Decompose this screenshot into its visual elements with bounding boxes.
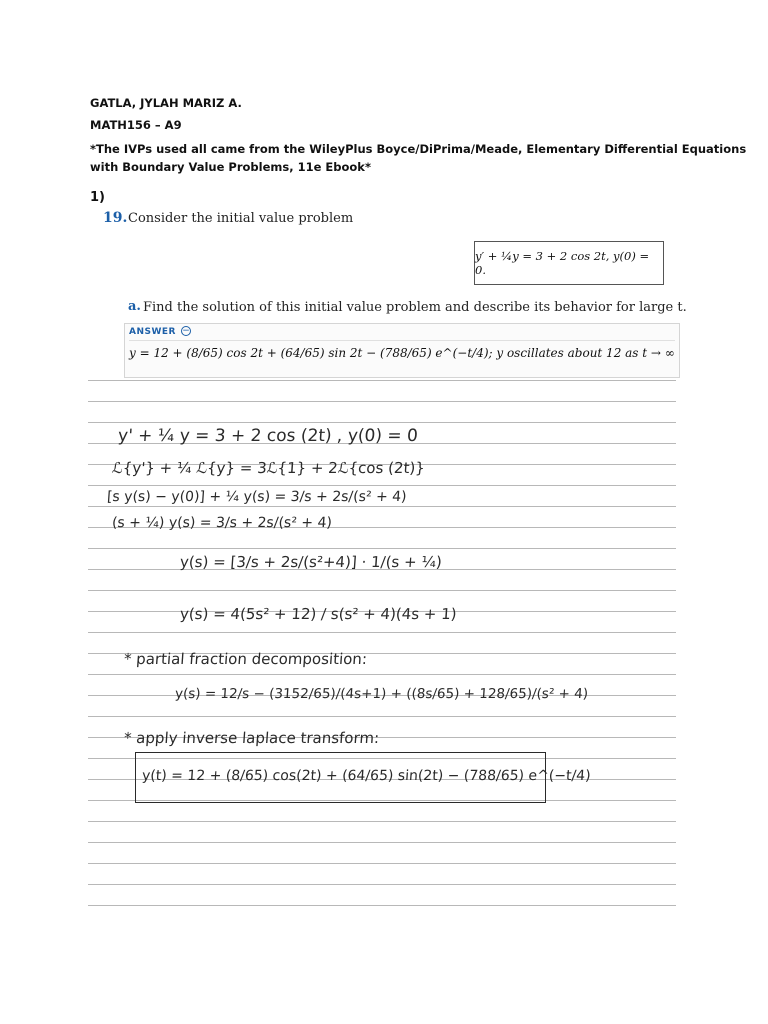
ruled-line: [88, 842, 676, 843]
source-note-line-1: *The IVPs used all came from the WileyPlus Boyce/DiPrima/Meade, Elementary Differential Equations: [90, 142, 747, 156]
ruled-line: [88, 506, 676, 507]
part-a-question: Find the solution of this initial value problem and describe its behavior for large t.: [143, 300, 687, 315]
ruled-line: [88, 632, 676, 633]
ruled-line: [88, 422, 676, 423]
part-a-label: a.: [128, 299, 141, 314]
ruled-line: [88, 590, 676, 591]
student-name: GATLA, JYLAH MARIZ A.: [90, 96, 242, 110]
ivp-equation-box: [474, 241, 664, 285]
work-line-transform: [s y(s) − y(0)] + ¼ y(s) = 3/s + 2s/(s² + 4): [106, 489, 408, 505]
work-line-partial-fraction: y(s) = 12/s − (3152/65)/(4s+1) + ((8s/65) + 128/65)/(s² + 4): [174, 686, 589, 702]
final-answer: y(t) = 12 + (8/65) cos(2t) + (64/65) sin(2t) − (788/65) e^(−t/4): [141, 768, 592, 784]
ruled-line: [88, 674, 676, 675]
ruled-line: [88, 863, 676, 864]
ruled-line: [88, 884, 676, 885]
ruled-line: [88, 821, 676, 822]
work-note-inverse-laplace: * apply inverse laplace transform:: [123, 729, 380, 747]
ruled-line: [88, 401, 676, 402]
answer-panel: [124, 323, 680, 378]
answer-divider: [129, 340, 675, 341]
ruled-line: [88, 380, 676, 381]
source-note-line-2: with Boundary Value Problems, 11e Ebook*: [90, 160, 371, 174]
work-line-isolate: y(s) = [3/s + 2s/(s²+4)] · 1/(s + ¼): [179, 553, 443, 571]
answer-header: ANSWER: [129, 327, 176, 337]
work-line-ivp: y' + ¼ y = 3 + 2 cos (2t) , y(0) = 0: [117, 426, 419, 446]
collapse-circle-icon[interactable]: −: [182, 326, 190, 336]
question-number: 1): [90, 190, 105, 205]
ruled-line: [88, 485, 676, 486]
ruled-line: [88, 548, 676, 549]
ruled-line: [88, 716, 676, 717]
problem-number: 19.: [103, 210, 128, 226]
ivp-equation: y′ + ¼y = 3 + 2 cos 2t, y(0) = 0.: [475, 249, 650, 277]
work-line-factor: (s + ¼) y(s) = 3/s + 2s/(s² + 4): [111, 515, 333, 531]
problem-prompt: Consider the initial value problem: [128, 211, 354, 226]
work-line-combined: y(s) = 4(5s² + 12) / s(s² + 4)(4s + 1): [179, 605, 458, 623]
answer-text: y = 12 + (8/65) cos 2t + (64/65) sin 2t − (788/65) e^(−t/4); y oscillates about 12 as t → ∞: [129, 346, 675, 360]
work-line-laplace: ℒ{y'} + ¼ ℒ{y} = 3ℒ{1} + 2ℒ{cos (2t)}: [111, 459, 426, 477]
work-note-partial-fraction: * partial fraction decomposition:: [123, 650, 368, 668]
ruled-line: [88, 905, 676, 906]
course-code: MATH156 – A9: [90, 118, 182, 132]
